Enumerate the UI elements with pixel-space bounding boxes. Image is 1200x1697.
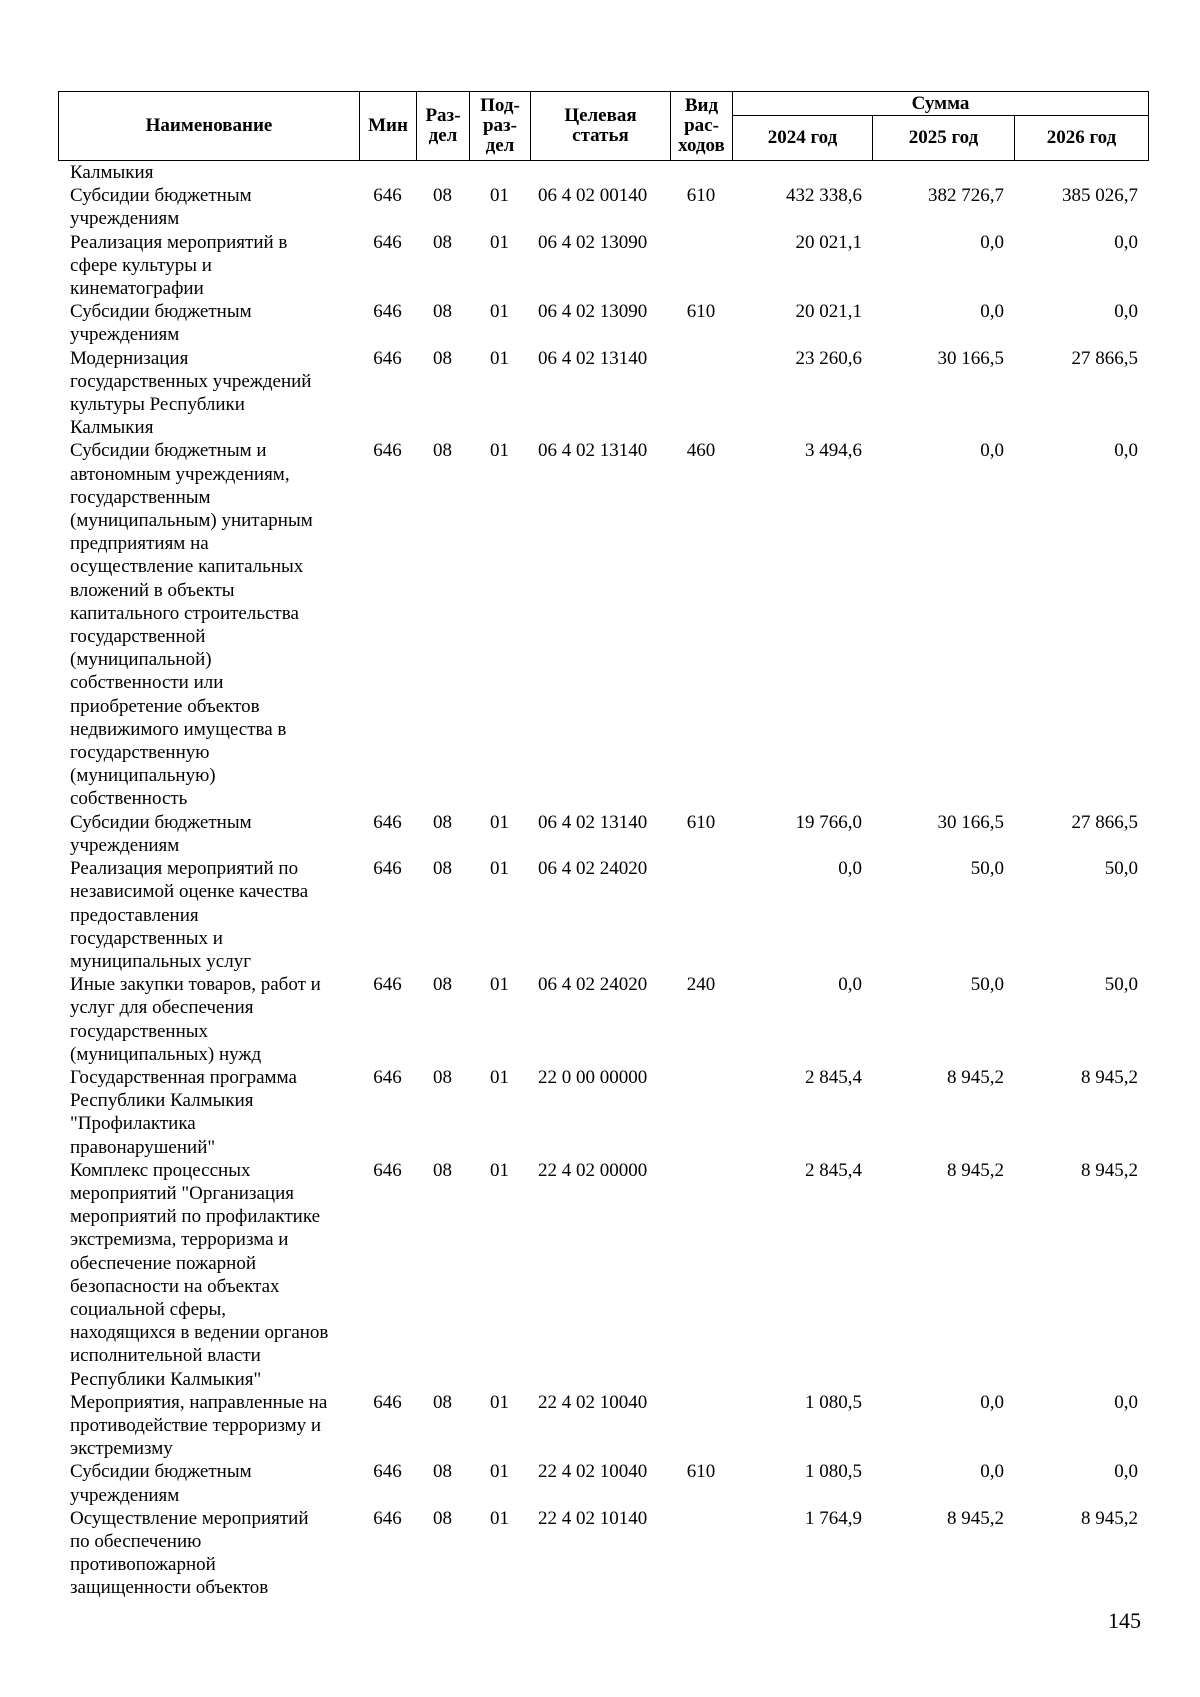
row-sum-2026: 8 945,2 bbox=[1081, 1066, 1138, 1088]
header-name: Наименование bbox=[59, 92, 360, 161]
row-name-line: Республики Калмыкия" bbox=[70, 1368, 262, 1390]
row-sum-2024: 1 764,9 bbox=[805, 1507, 862, 1529]
row-sum-2024: 20 021,1 bbox=[795, 301, 862, 323]
row-name bbox=[58, 1507, 359, 1600]
row-sum-2026: 0,0 bbox=[1114, 1391, 1138, 1413]
row-podrazdel: 01 bbox=[490, 185, 509, 207]
row-min: 646 bbox=[373, 858, 402, 880]
row-name bbox=[58, 1391, 359, 1461]
row-podrazdel: 01 bbox=[490, 1066, 509, 1088]
row-razdel: 08 bbox=[433, 301, 452, 323]
table-row bbox=[58, 184, 1148, 230]
table-row bbox=[58, 347, 1148, 440]
row-name-line: Субсидии бюджетным и bbox=[70, 440, 267, 462]
table-row bbox=[58, 811, 1148, 857]
row-sum-2025: 0,0 bbox=[980, 301, 1004, 323]
row-min: 646 bbox=[373, 1066, 402, 1088]
row-name bbox=[58, 300, 359, 346]
row-sum-2026: 50,0 bbox=[1104, 858, 1138, 880]
row-name-line: защищенности объектов bbox=[70, 1577, 269, 1599]
row-name bbox=[58, 857, 359, 973]
row-name-line: государственной bbox=[70, 626, 206, 648]
row-name bbox=[58, 811, 359, 857]
row-celevaya: 06 4 02 13140 bbox=[538, 440, 648, 462]
row-vid bbox=[670, 1066, 732, 1159]
header-2024: 2024 год bbox=[733, 116, 873, 161]
row-name bbox=[58, 1066, 359, 1159]
row-sum-2024: 20 021,1 bbox=[795, 231, 862, 253]
row-celevaya: 22 4 02 10140 bbox=[538, 1507, 648, 1529]
page-number: 145 bbox=[1108, 1608, 1141, 1633]
row-name-line: осуществление капитальных bbox=[70, 556, 304, 578]
row-podrazdel: 01 bbox=[490, 1507, 509, 1529]
row-sum-2025: 50,0 bbox=[970, 858, 1004, 880]
row-vid bbox=[670, 1159, 732, 1391]
row-sum-2026: 0,0 bbox=[1114, 1461, 1138, 1483]
row-sum-2026: 0,0 bbox=[1114, 440, 1138, 462]
header-2026: 2026 год bbox=[1015, 116, 1149, 161]
row-sum-2026: 50,0 bbox=[1104, 974, 1138, 996]
row-razdel: 08 bbox=[433, 185, 452, 207]
header-vid: Вид рас- ходов bbox=[671, 92, 733, 161]
row-name bbox=[58, 231, 359, 301]
row-name-line: автономным учреждениям, bbox=[70, 463, 290, 485]
row-name-line: Субсидии бюджетным bbox=[70, 1461, 252, 1483]
row-vid: 610 bbox=[686, 1461, 716, 1483]
row-sum-2024: 3 494,6 bbox=[805, 440, 862, 462]
row-min: 646 bbox=[373, 301, 402, 323]
row-sum-2025: 8 945,2 bbox=[947, 1066, 1004, 1088]
row-name-line: государственную bbox=[70, 742, 210, 764]
row-podrazdel: 01 bbox=[490, 301, 509, 323]
row-name-line: (муниципальным) унитарным bbox=[70, 510, 313, 532]
row-sum-2026: 385 026,7 bbox=[1062, 185, 1138, 207]
row-podrazdel: 01 bbox=[490, 974, 509, 996]
row-name-line: (муниципальную) bbox=[70, 765, 216, 787]
row-razdel: 08 bbox=[433, 347, 452, 369]
row-name-line: экстремизма, терроризма и bbox=[70, 1229, 289, 1251]
table-row bbox=[58, 973, 1148, 1066]
row-name-line: государственных bbox=[70, 1020, 209, 1042]
row-podrazdel: 01 bbox=[490, 1391, 509, 1413]
row-sum-2026: 0,0 bbox=[1114, 231, 1138, 253]
row-celevaya: 06 4 02 24020 bbox=[538, 858, 648, 880]
table-row bbox=[58, 161, 1148, 184]
row-sum-2025: 8 945,2 bbox=[947, 1159, 1004, 1181]
row-vid: 460 bbox=[686, 440, 716, 462]
row-name-line: Республики Калмыкия bbox=[70, 1090, 254, 1112]
row-min: 646 bbox=[373, 440, 402, 462]
row-name-line: по обеспечению bbox=[70, 1530, 202, 1552]
row-sum-2026: 8 945,2 bbox=[1081, 1159, 1138, 1181]
row-sum-2024: 2 845,4 bbox=[805, 1066, 862, 1088]
row-name bbox=[58, 1460, 359, 1506]
table-row bbox=[58, 1507, 1148, 1600]
row-sum-2024: 432 338,6 bbox=[786, 185, 862, 207]
row-name-continuation: Калмыкия bbox=[70, 162, 154, 183]
row-name-line: муниципальных услуг bbox=[70, 950, 252, 972]
row-min: 646 bbox=[373, 811, 402, 833]
row-vid bbox=[670, 1507, 732, 1600]
row-name bbox=[58, 347, 359, 440]
row-name bbox=[58, 184, 359, 230]
row-name-line: недвижимого имущества в bbox=[70, 718, 287, 740]
row-name bbox=[58, 1159, 359, 1391]
row-razdel: 08 bbox=[433, 231, 452, 253]
row-sum-2026: 0,0 bbox=[1114, 301, 1138, 323]
row-celevaya: 06 4 02 13090 bbox=[538, 231, 648, 253]
row-podrazdel: 01 bbox=[490, 231, 509, 253]
row-name-line: мероприятий по профилактике bbox=[70, 1206, 321, 1228]
row-name-line: сфере культуры и bbox=[70, 254, 212, 276]
row-name-line: Государственная программа bbox=[70, 1066, 297, 1088]
row-name-line: социальной сферы, bbox=[70, 1298, 227, 1320]
row-sum-2026: 8 945,2 bbox=[1081, 1507, 1138, 1529]
row-razdel: 08 bbox=[433, 1159, 452, 1181]
row-name-line: собственности или bbox=[70, 672, 224, 694]
row-name-line: противопожарной bbox=[70, 1554, 216, 1576]
row-name bbox=[58, 439, 359, 810]
row-vid bbox=[670, 231, 732, 301]
row-celevaya: 06 4 02 13140 bbox=[538, 811, 648, 833]
row-name-line: противодействие терроризму и bbox=[70, 1414, 322, 1436]
row-min: 646 bbox=[373, 347, 402, 369]
row-name-line: Осуществление мероприятий bbox=[70, 1507, 309, 1529]
row-name-line: (муниципальной) bbox=[70, 649, 212, 671]
row-sum-2024: 23 260,6 bbox=[795, 347, 862, 369]
row-celevaya: 06 4 02 00140 bbox=[538, 185, 648, 207]
row-name-line: государственным bbox=[70, 486, 211, 508]
row-name-line: Комплекс процессных bbox=[70, 1159, 251, 1181]
table-row bbox=[58, 1159, 1148, 1391]
row-sum-2025: 0,0 bbox=[980, 1461, 1004, 1483]
table-row bbox=[58, 1391, 1148, 1461]
row-min: 646 bbox=[373, 231, 402, 253]
row-min: 646 bbox=[373, 1461, 402, 1483]
row-name-line: Калмыкия bbox=[70, 417, 154, 439]
header-razdel: Раз- дел bbox=[417, 92, 470, 161]
row-podrazdel: 01 bbox=[490, 1461, 509, 1483]
row-sum-2024: 19 766,0 bbox=[795, 811, 862, 833]
table-row bbox=[58, 1460, 1148, 1506]
row-celevaya: 22 4 02 10040 bbox=[538, 1461, 648, 1483]
row-name-line: обеспечение пожарной bbox=[70, 1252, 256, 1274]
row-min: 646 bbox=[373, 1507, 402, 1529]
header-2025: 2025 год bbox=[873, 116, 1015, 161]
row-name-line: капитального строительства bbox=[70, 602, 299, 624]
row-razdel: 08 bbox=[433, 1066, 452, 1088]
row-name-line: услуг для обеспечения bbox=[70, 997, 254, 1019]
row-name-line: экстремизму bbox=[70, 1438, 173, 1460]
row-podrazdel: 01 bbox=[490, 858, 509, 880]
row-name-line: предприятиям на bbox=[70, 533, 209, 555]
row-name-line: собственность bbox=[70, 788, 188, 810]
row-celevaya: 06 4 02 13090 bbox=[538, 301, 648, 323]
row-sum-2025: 382 726,7 bbox=[928, 185, 1004, 207]
row-name-line: Мероприятия, направленные на bbox=[70, 1391, 328, 1413]
row-celevaya: 06 4 02 13140 bbox=[538, 347, 648, 369]
row-name-line: учреждениям bbox=[70, 208, 180, 230]
table-body bbox=[58, 161, 1148, 1600]
row-sum-2025: 30 166,5 bbox=[937, 347, 1004, 369]
row-sum-2025: 0,0 bbox=[980, 1391, 1004, 1413]
row-sum-2025: 8 945,2 bbox=[947, 1507, 1004, 1529]
table-row bbox=[58, 439, 1148, 810]
row-name-line: правонарушений" bbox=[70, 1136, 216, 1158]
row-sum-2025: 0,0 bbox=[980, 231, 1004, 253]
row-vid bbox=[670, 347, 732, 440]
row-name-line: находящихся в ведении органов bbox=[70, 1322, 329, 1344]
row-min: 646 bbox=[373, 974, 402, 996]
row-name-line: Субсидии бюджетным bbox=[70, 301, 252, 323]
row-name bbox=[58, 973, 359, 1066]
row-name-line: приобретение объектов bbox=[70, 695, 260, 717]
row-name-line: вложений в объекты bbox=[70, 579, 235, 601]
row-name-line: государственных учреждений bbox=[70, 370, 312, 392]
row-name-line: кинематографии bbox=[70, 278, 204, 300]
table-row bbox=[58, 231, 1148, 301]
row-name-line: безопасности на объектах bbox=[70, 1275, 280, 1297]
row-name-line: учреждениям bbox=[70, 1484, 180, 1506]
row-vid: 610 bbox=[686, 301, 716, 323]
row-sum-2024: 0,0 bbox=[838, 858, 862, 880]
row-sum-2024: 2 845,4 bbox=[805, 1159, 862, 1181]
row-sum-2024: 1 080,5 bbox=[805, 1461, 862, 1483]
row-name-line: мероприятий "Организация bbox=[70, 1182, 294, 1204]
row-razdel: 08 bbox=[433, 1391, 452, 1413]
row-razdel: 08 bbox=[433, 974, 452, 996]
table-header bbox=[58, 91, 1149, 161]
row-razdel: 08 bbox=[433, 440, 452, 462]
row-podrazdel: 01 bbox=[490, 347, 509, 369]
row-celevaya: 22 4 02 00000 bbox=[538, 1159, 648, 1181]
row-name-line: культуры Республики bbox=[70, 394, 245, 416]
row-name-line: исполнительной власти bbox=[70, 1345, 261, 1367]
row-celevaya: 22 0 00 00000 bbox=[538, 1066, 648, 1088]
row-name-line: Модернизация bbox=[70, 347, 189, 369]
row-vid: 610 bbox=[686, 811, 716, 833]
row-sum-2024: 1 080,5 bbox=[805, 1391, 862, 1413]
row-name-line: предоставления bbox=[70, 904, 199, 926]
budget-table-page bbox=[58, 91, 1148, 1600]
table-row bbox=[58, 1066, 1148, 1159]
row-razdel: 08 bbox=[433, 1507, 452, 1529]
row-name-line: учреждениям bbox=[70, 834, 180, 856]
row-sum-2024: 0,0 bbox=[838, 974, 862, 996]
row-name-line: Субсидии бюджетным bbox=[70, 185, 252, 207]
row-name-line: (муниципальных) нужд bbox=[70, 1043, 262, 1065]
row-name-line: независимой оценке качества bbox=[70, 881, 309, 903]
row-podrazdel: 01 bbox=[490, 811, 509, 833]
row-celevaya: 06 4 02 24020 bbox=[538, 974, 648, 996]
row-podrazdel: 01 bbox=[490, 440, 509, 462]
row-vid bbox=[670, 857, 732, 973]
row-razdel: 08 bbox=[433, 811, 452, 833]
row-sum-2025: 0,0 bbox=[980, 440, 1004, 462]
row-vid: 240 bbox=[686, 974, 716, 996]
row-name-line: "Профилактика bbox=[70, 1113, 196, 1135]
header-podrazdel: Под- раз- дел bbox=[470, 92, 531, 161]
header-min: Мин bbox=[360, 92, 417, 161]
row-sum-2025: 30 166,5 bbox=[937, 811, 1004, 833]
table-row bbox=[58, 857, 1148, 973]
row-name-line: Реализация мероприятий в bbox=[70, 231, 288, 253]
row-name-line: государственных и bbox=[70, 927, 223, 949]
row-vid bbox=[670, 1391, 732, 1461]
header-summa: Сумма bbox=[733, 92, 1149, 116]
row-vid: 610 bbox=[686, 185, 716, 207]
row-sum-2026: 27 866,5 bbox=[1071, 347, 1138, 369]
row-sum-2026: 27 866,5 bbox=[1071, 811, 1138, 833]
table-row bbox=[58, 300, 1148, 346]
row-name-line: Иные закупки товаров, работ и bbox=[70, 974, 321, 996]
row-celevaya: 22 4 02 10040 bbox=[538, 1391, 648, 1413]
row-min: 646 bbox=[373, 1159, 402, 1181]
row-name-line: учреждениям bbox=[70, 324, 180, 346]
row-podrazdel: 01 bbox=[490, 1159, 509, 1181]
row-min: 646 bbox=[373, 1391, 402, 1413]
row-razdel: 08 bbox=[433, 858, 452, 880]
row-sum-2025: 50,0 bbox=[970, 974, 1004, 996]
row-min: 646 bbox=[373, 185, 402, 207]
row-razdel: 08 bbox=[433, 1461, 452, 1483]
header-celevaya: Целевая статья bbox=[531, 92, 671, 161]
row-name-line: Субсидии бюджетным bbox=[70, 811, 252, 833]
row-name-line: Реализация мероприятий по bbox=[70, 858, 299, 880]
